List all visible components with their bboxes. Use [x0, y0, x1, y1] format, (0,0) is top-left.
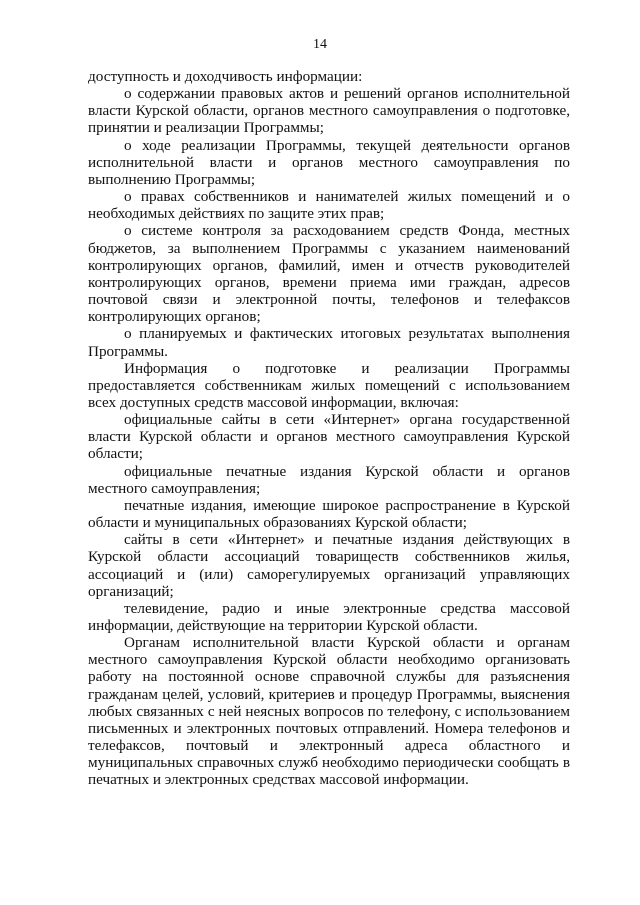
paragraph-information-provision: Информация о подготовке и реализации Программы предоставляется собственникам жилых помещений с использованием всех доступных средств массовой информации, включая:	[88, 359, 570, 411]
paragraph-intro: доступность и доходчивость информации:	[88, 68, 363, 85]
paragraph-print-media: печатные издания, имеющие широкое распространение в Курской области и муниципальных образованиях Курской области;	[88, 496, 570, 532]
document-body	[88, 68, 570, 789]
paragraph-control-system: о системе контроля за расходованием средств Фонда, местных бюджетов, за выполнением Программы с указанием наименований контролирующих органов, фамилий, имен и отчеств руководителей контролирующих органов, времени приема ими граждан, адресов почтовой связи и электронной почты, телефонов и телефаксов контролирующих органов;	[88, 222, 570, 326]
paragraph-broadcast-media: телевидение, радио и иные электронные средства массовой информации, действующие на территории Курской области.	[88, 599, 570, 634]
paragraph-official-print: официальные печатные издания Курской области и органов местного самоуправления;	[88, 462, 570, 497]
paragraph-planned-results: о планируемых и фактических итоговых результатах выполнения Программы.	[88, 325, 570, 360]
paragraph-program-progress: о ходе реализации Программы, текущей деятельности органов исполнительной власти и органов местного самоуправления по выполнению Программы;	[88, 136, 570, 188]
paragraph-official-sites: официальные сайты в сети «Интернет» органа государственной власти Курской области и органов местного самоуправления Курской области;	[88, 411, 570, 463]
paragraph-owner-rights: о правах собственников и нанимателей жилых помещений и о необходимых действиях по защите этих прав;	[88, 188, 570, 223]
page-number: 14	[313, 37, 327, 52]
paragraph-reference-service: Органам исполнительной власти Курской области и органам местного самоуправления Курской области необходимо организовать работу на постоянной основе справочной службы для разъяснения гражданам целей, условий, критериев и процедур Программы, выяснения любых связанных с ней неясных вопросов по телефону, с использованием письменных и электронных почтовых отправлений. Номера телефонов и телефаксов, почтовый и электронный адреса областного и муниципальных справочных служб необходимо периодически сообщать в печатных и электронных средствах массовой информации.	[88, 634, 570, 789]
paragraph-legal-acts: о содержании правовых актов и решений органов исполнительной власти Курской области, органов местного самоуправления о подготовке, принятии и реализации Программы;	[88, 85, 570, 137]
paragraph-association-sites: сайты в сети «Интернет» и печатные издания действующих в Курской области ассоциаций товариществ собственников жилья, ассоциаций и (или) саморегулируемых организаций управляющих организаций;	[88, 531, 570, 600]
